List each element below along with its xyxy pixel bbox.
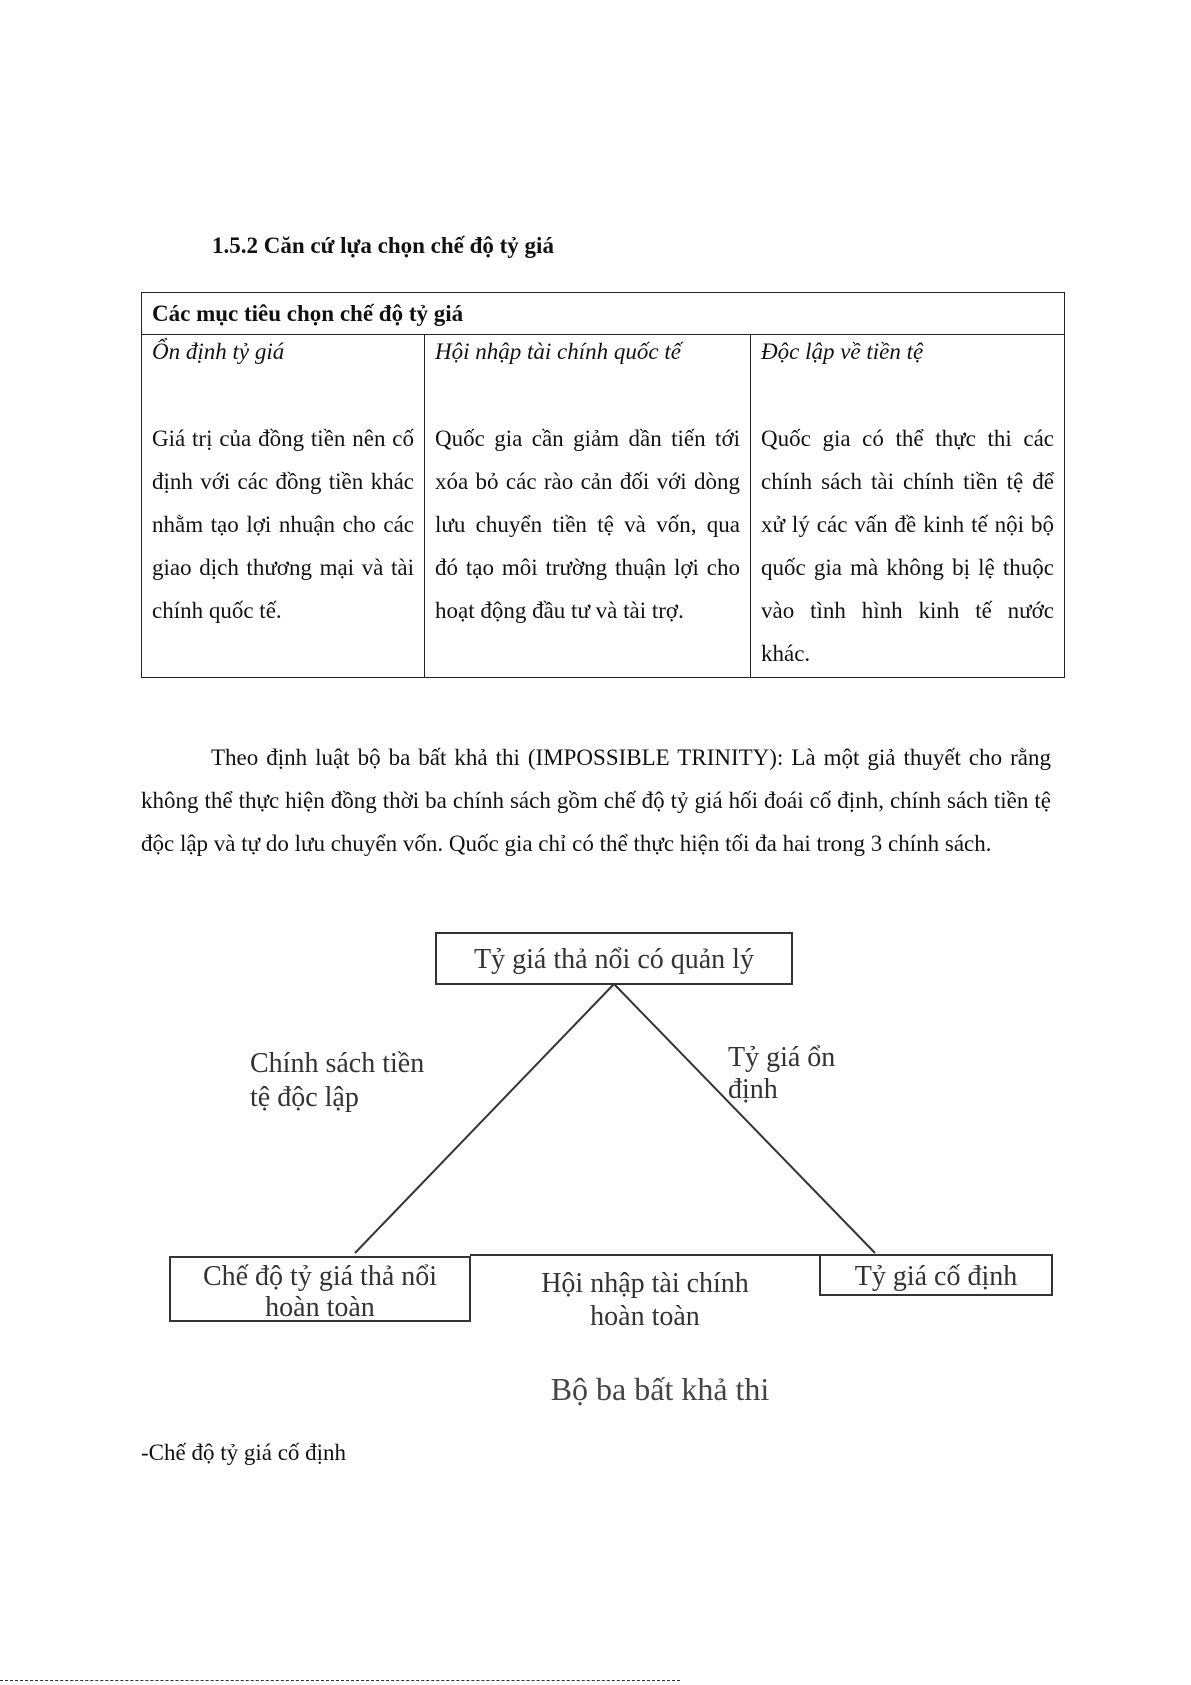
impossible-trinity-diagram [160,920,1060,1410]
left-side-label-line2: tệ độc lập [250,1082,359,1113]
column-body: Giá trị của đồng tiền nên cố định với các đồng tiền khác nhằm tạo lợi nhuận cho các giao dịch thương mại và tài chính quốc tế. [152,426,414,623]
column-body: Quốc gia cần giảm dần tiến tới xóa bỏ các rào cản đối với dòng lưu chuyển tiền tệ và vốn, qua đó tạo môi trường thuận lợi cho hoạt động đầu tư và tài trợ. [435,426,740,623]
left-side-label-line1: Chính sách tiền [250,1048,425,1079]
trinity-paragraph: Theo định luật bộ ba bất khả thi (IMPOSSIBLE TRINITY): Là một giả thuyết cho rằng không thể thực hiện đồng thời ba chính sách gồm chế độ tỷ giá hối đoái cố định, chính sách tiền tệ độc lập và tự do lưu chuyển vốn. Quốc gia chỉ có thể thực hiện tối đa hai trong 3 chính sách. [141,745,1051,856]
diagram-caption: Bộ ba bất khả thi [550,1371,770,1407]
table-title: Các mục tiêu chọn chế độ tỷ giá [142,293,1065,335]
right-side-label-line2: định [728,1074,778,1105]
column-title: Độc lập về tiền tệ [761,339,924,364]
left-side-line [355,984,614,1253]
bottom-left-label-line2: hoàn toàn [265,1292,375,1323]
column-body: Quốc gia có thể thực thi các chính sách tài chính tiền tệ để xử lý các vấn đề kinh tế nội bộ quốc gia mà không bị lệ thuộc vào tình hình kinh tế nước khác. [761,426,1054,666]
column-integration [425,335,751,678]
column-independence [751,335,1065,678]
bottom-center-label-line2: hoàn toàn [590,1301,700,1332]
goals-table [141,292,1065,678]
bullet-line: -Chế độ tỷ giá cố định [141,1440,347,1465]
top-box-label: Tỷ giá thả nổi có quản lý [474,944,754,975]
bottom-center-label-line1: Hội nhập tài chính [541,1268,749,1299]
column-title: Ổn định tỷ giá [152,339,285,364]
right-side-label-line1: Tỷ giá ổn [728,1042,836,1073]
right-side-line [614,984,875,1253]
bottom-right-label: Tỷ giá cố định [854,1261,1018,1292]
column-title: Hội nhập tài chính quốc tế [435,339,681,364]
column-stability [142,335,425,678]
footer-divider [0,1680,680,1681]
bottom-left-label-line1: Chế độ tỷ giá thả nổi [202,1261,438,1292]
section-heading: 1.5.2 Căn cứ lựa chọn chế độ tỷ giá [212,233,554,258]
